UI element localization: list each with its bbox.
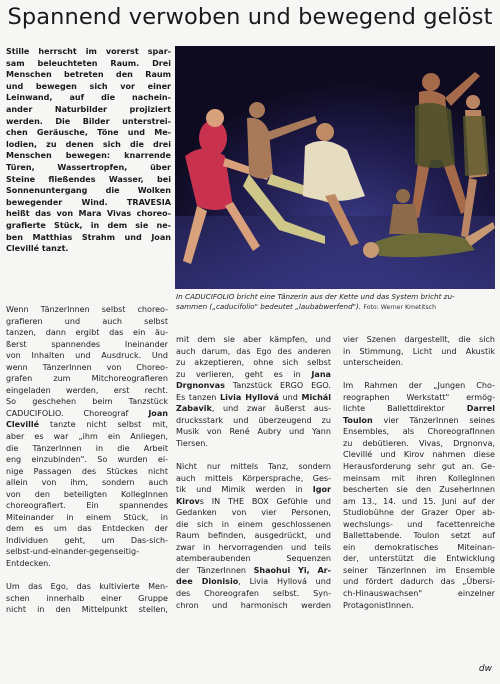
photo-caption <box>176 292 496 314</box>
text-line: auch mittels Körpersprache, Ges- <box>176 473 331 483</box>
lead-line: ben Matthias Strahm und Joan <box>6 232 171 242</box>
text-line: Im Rahmen der „Jungen Cho- <box>343 381 495 391</box>
text-line: die sich in einem geschlossenen <box>176 519 331 529</box>
text-line: grafen zum Mitchoreografieren <box>6 374 168 384</box>
text-line: des Choreografen selbst. Syn- <box>176 589 331 599</box>
text-line: von Inhalten und Ausdruck. Und <box>6 351 168 361</box>
article-column-2 <box>176 334 331 623</box>
person-name: Jana <box>311 369 331 379</box>
lead-line: chen Geräusche, Töne und Me- <box>6 128 171 138</box>
text-line <box>176 403 331 415</box>
text-line <box>6 419 168 431</box>
dance-photo <box>175 46 495 289</box>
text-line: ch-Hinauswachsen" einzelner <box>343 589 495 599</box>
text-segment: CADUCIFOLIO. Choreograf <box>6 408 149 418</box>
text-line: bescherten sie den ZuseherInnen <box>343 485 495 495</box>
text-line: seiner TänzerInnen im Ensemble <box>343 565 495 575</box>
text-line: Raum befinden, ausgedrückt, und <box>176 531 331 541</box>
person-name: Toulon <box>343 415 373 425</box>
text-line <box>343 415 495 427</box>
text-segment: zu verlieren, geht es in <box>176 369 312 379</box>
text-line: Tiersen. <box>176 438 208 448</box>
lead-paragraph <box>6 46 171 255</box>
text-line <box>176 576 331 588</box>
text-line <box>176 392 331 404</box>
text-line: Wenn TänzerInnen selbst choreo- <box>6 305 168 314</box>
lead-line: sam beleuchteten Raum. Drei <box>6 58 171 68</box>
text-segment: Tanzstück ERGO EGO. <box>224 381 331 391</box>
text-line: allein von ihm, sondern auch <box>6 478 168 488</box>
person-name: Shaohui Yi, Ar- <box>253 565 331 575</box>
text-line: Clevillé und Kirov nahmen diese <box>343 450 495 460</box>
text-line: meinsam mit ihren KollegInnen <box>343 473 495 483</box>
lead-line: grafierte Stück, in dem sie ne- <box>6 220 171 230</box>
text-line: Miteinander in einem Stück, in <box>6 512 168 522</box>
text-line: eng einzubinden". So wurden ei- <box>6 455 168 465</box>
text-line <box>176 496 331 508</box>
lead-line: Leinwand, auf die nachein- <box>6 93 171 103</box>
text-line <box>176 484 331 496</box>
article-headline: Spannend verwoben und bewegend gelöst <box>7 4 493 30</box>
lead-line: und bewegen sich vor einer <box>6 81 171 91</box>
text-line <box>343 403 495 415</box>
person-name: Igor <box>312 485 331 495</box>
text-line: selbst-und-einander-gegenseitig- <box>6 547 140 557</box>
paragraph <box>343 334 495 369</box>
person-name: dee Dionisio <box>176 577 239 587</box>
text-line: Ensembles, als ChoreografInnen <box>343 427 495 437</box>
lead-line: Stille herrscht im vorerst spar- <box>6 47 171 56</box>
text-line: von den beteiligten KollegInnen <box>6 489 168 499</box>
text-line: grafieren und auch selbst <box>6 316 168 326</box>
text-line: wenn TänzerInnen von Choreo- <box>6 362 168 372</box>
author-signature: dw <box>478 664 492 674</box>
text-line: aber es war „ihm ein Anliegen, <box>6 432 168 442</box>
person-name: Darrel <box>466 404 495 414</box>
text-segment: vier TänzerInnen seines <box>372 415 495 425</box>
text-line <box>6 408 168 420</box>
text-line: Entdecken. <box>6 559 51 569</box>
text-line: Um das Ego, das kultivierte Men- <box>6 582 168 592</box>
lead-line: bewegender Wind. TRAVESIA <box>6 197 171 207</box>
paragraph <box>176 461 331 611</box>
text-line: zu akzeptieren, ohne sich selbst <box>176 358 331 368</box>
text-line: vier Szenen dargestellt, die sich <box>343 335 495 344</box>
article-column-1 <box>6 304 168 627</box>
text-line: am 13., 14. und 15. Juni auf der <box>343 496 495 506</box>
text-line: zu debütieren. Vivas, Drgnonva, <box>343 438 495 448</box>
text-line: Herausforderung sehr gut an. Ge- <box>343 462 495 472</box>
text-line: ProtagonistInnen. <box>343 600 414 610</box>
person-name: Zabavik <box>176 404 212 414</box>
text-segment: , und zwar äußerst aus- <box>211 404 331 414</box>
person-name: Michál <box>301 392 331 402</box>
lead-line: Menschen betreten den Raum <box>6 70 171 80</box>
text-segment: Es tanzen <box>176 392 221 402</box>
text-line: auch darum, das Ego des anderen <box>176 346 331 356</box>
text-line: Gedanken von vier Personen, <box>176 508 331 518</box>
text-line: atemberaubenden Sequenzen <box>176 554 331 564</box>
text-line: Musik von René Aubry und Yann <box>176 427 331 437</box>
paragraph <box>343 380 495 611</box>
text-line: wechslungs- und facettenreiche <box>343 519 495 529</box>
lead-line: Türen, Wassertropfen, über <box>6 162 171 172</box>
text-line: chron und harmonisch werden <box>176 600 331 610</box>
person-name: Clevillé <box>6 420 40 430</box>
text-line: Individuen geht, um Das-sich- <box>6 535 168 545</box>
lead-line: ander Naturbilder projiziert <box>6 104 171 114</box>
caption-text: In CADUCIFOLIO bricht eine Tänzerin aus der Kette und das System bricht zu- <box>176 292 455 301</box>
paragraph <box>176 334 331 449</box>
lead-line: Menschen bewegen: knarrende <box>6 151 171 161</box>
text-line: eingeladen werden, erst recht. <box>6 385 168 395</box>
text-line <box>176 369 331 381</box>
lead-line: heißt das von Mara Vivas choreo- <box>6 209 171 219</box>
lead-line: Sonnenuntergang die Wolken <box>6 186 171 196</box>
text-line: nicht in den Mittelpunkt stellen, <box>6 605 168 615</box>
text-segment: der TänzerInnen <box>176 565 254 575</box>
person-name: Drgnonvas <box>176 381 225 391</box>
text-line: in Stimmung, Licht und Akustik <box>343 346 495 356</box>
text-line: ein demokratisches Miteinan- <box>343 542 495 552</box>
text-line: zwar in hervorragenden und teils <box>176 542 331 552</box>
text-segment: tanzte nicht selbst mit, <box>39 420 168 430</box>
text-line: der, unterstützt die Entwicklung <box>343 554 495 564</box>
text-line: Ballettabende. Toulon setzt auf <box>343 531 495 541</box>
lead-line: lodien, zu denen sich die drei <box>6 139 171 149</box>
text-segment: IN THE BOX Gefühle und <box>203 496 331 506</box>
article-column-3 <box>343 334 495 623</box>
text-segment: tik und Mimik werden in <box>176 485 313 495</box>
text-line: die TänzerInnen in die Arbeit <box>6 443 168 453</box>
text-line <box>176 380 331 392</box>
person-name: Kirov <box>176 496 200 506</box>
text-line: choreografiert. Ein spannendes <box>6 501 168 511</box>
lead-line: werden. Die Bilder unterstrei- <box>6 116 171 126</box>
text-line: mit dem sie aber kämpfen, und <box>176 335 331 344</box>
person-name: Joan <box>148 408 168 418</box>
text-line: So geschehen beim Tanzstück <box>6 397 168 407</box>
dance-photo-illustration <box>175 46 495 289</box>
person-name: Livia Hyllová <box>220 392 279 402</box>
text-segment: lichte Ballettdirektor <box>343 404 467 414</box>
text-line: reographen Werkstatt" ermög- <box>343 392 495 402</box>
text-line: und fördert dadurch das „Übersi- <box>343 577 495 587</box>
paragraph <box>6 304 168 570</box>
photo-credit: Foto: Werner Kmetitsch <box>363 304 437 312</box>
text-line: ßerst spannendes Ineinander <box>6 339 168 349</box>
text-line: tanzen, dann ergibt das ein äu- <box>6 328 168 338</box>
paragraph <box>6 581 168 616</box>
text-segment: und <box>278 392 302 402</box>
lead-line: Steine fließendes Wasser, bei <box>6 174 171 184</box>
text-segment: , Livia Hyllová und <box>238 577 331 587</box>
text-line: dem es um das Entdecken der <box>6 524 168 534</box>
text-line: drucksstark und überzeugend zu <box>176 415 331 425</box>
lead-line: Clevillé tanzt. <box>6 244 69 254</box>
text-line: Studiobühne der Grazer Oper ab- <box>343 508 495 518</box>
text-line: schen innerhalb einer Gruppe <box>6 593 168 603</box>
text-line: unterscheiden. <box>343 358 404 368</box>
text-segment: s <box>199 496 204 506</box>
text-line: Nicht nur mittels Tanz, sondern <box>176 462 331 472</box>
caption-text: sammen („caducifolio" bedeutet „laubabwerfend"). <box>176 302 362 312</box>
text-line: nige Passagen des Stückes nicht <box>6 466 168 476</box>
text-line <box>176 565 331 577</box>
